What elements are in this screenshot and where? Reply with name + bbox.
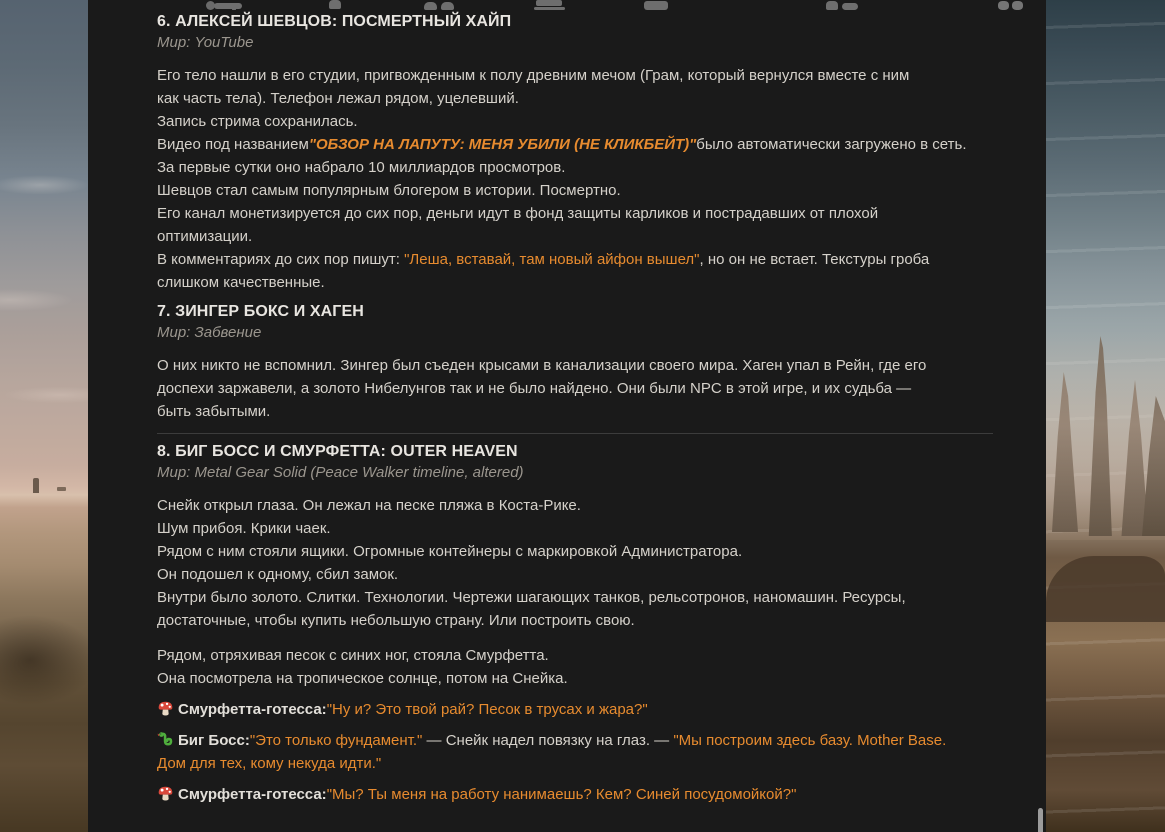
text-line: В комментариях до сих пор пишут: [157, 251, 405, 268]
text-line: было автоматически загружено в сеть. [696, 136, 967, 153]
content-panel[interactable] [88, 0, 1046, 832]
horizon-tower-silhouette [33, 478, 39, 493]
text-line: Видео под названием [157, 136, 309, 153]
text-line: Его тело нашли в его студии, пригвожденным к полу древним мечом (Грам, который вернулся вместе с ним [157, 67, 910, 84]
grass-shadow [0, 600, 88, 710]
dialogue-line-2 [157, 729, 993, 775]
section-divider [157, 433, 993, 434]
section-7-title: 7. ЗИНГЕР БОКС И ХАГЕН [157, 303, 364, 320]
story-document [88, 0, 993, 806]
text-line: доспехи заржавели, а золото Нибелунгов так и не было найдено. Они были NPC в этой игре, и их судьба — [157, 380, 912, 397]
dialogue-quote: "Ну и? Это твой рай? Песок в трусах и жара?" [326, 701, 648, 718]
text-line: быть забытыми. [157, 403, 271, 420]
text-line: Запись стрима сохранилась. [157, 113, 358, 130]
text-line: Его канал монетизируется до сих пор, деньги идут в фонд защиты карликов и пострадавших от плохой [157, 205, 879, 222]
dialogue-line-1 [157, 698, 993, 721]
mushroom-icon [157, 700, 174, 717]
speaker-name: Биг Босс: [178, 732, 250, 749]
text-line: Внутри было золото. Слитки. Технологии. Чертежи шагающих танков, рельсотронов, наномашин. Ресурсы, [157, 589, 906, 606]
dialogue-quote: "Мы? Ты меня на работу нанимаешь? Кем? Синей посудомойкой?" [326, 786, 797, 803]
section-6-world: Мир: YouTube [157, 34, 254, 51]
text-line: слишком качественные. [157, 274, 325, 291]
background-landscape-left [0, 0, 88, 832]
dialogue-quote: Дом для тех, кому некуда идти." [157, 755, 382, 772]
video-title-highlight: "ОБЗОР НА ЛАПУТУ: МЕНЯ УБИЛИ (НЕ КЛИКБЕЙТ)" [308, 136, 697, 153]
text-line: О них никто не вспомнил. Зингер был съеден крысами в канализации своего мира. Хаген упал в Рейн, где его [157, 357, 927, 374]
horizon-haze [1046, 330, 1165, 540]
dialogue-quote: "Мы построим здесь базу. Mother Base. [673, 732, 947, 749]
dialogue-narration: — Снейк надел повязку на глаз. — [422, 732, 674, 749]
text-line: достаточные, чтобы купить небольшую страну. Или построить свою. [157, 612, 635, 629]
dialogue-line-3 [157, 783, 993, 806]
text-line: Рядом, отряхивая песок с синих ног, стояла Смурфетта. [157, 647, 549, 664]
section-8-title: 8. БИГ БОСС И СМУРФЕТТА: OUTER HEAVEN [157, 443, 518, 460]
background-landscape-right [1046, 0, 1165, 832]
text-line: Он подошел к одному, сбил замок. [157, 566, 399, 583]
horizon-silhouette [57, 487, 66, 491]
dialogue-quote: "Это только фундамент." [249, 732, 423, 749]
section-7-paragraph [157, 354, 993, 423]
text-line: Снейк открыл глаза. Он лежал на песке пляжа в Коста-Рике. [157, 497, 581, 514]
mushroom-icon [157, 785, 174, 802]
comment-quote-highlight: "Леша, вставай, там новый айфон вышел" [404, 251, 700, 268]
section-8-world: Мир: Metal Gear Solid (Peace Walker timeline, altered) [157, 464, 524, 481]
vertical-scrollbar-thumb[interactable] [1038, 808, 1043, 832]
section-8-paragraph-1 [157, 494, 993, 632]
text-line: Рядом с ним стояли ящики. Огромные контейнеры с маркировкой Администратора. [157, 543, 743, 560]
section-6-title: 6. АЛЕКСЕЙ ШЕВЦОВ: ПОСМЕРТНЫЙ ХАЙП [157, 13, 512, 30]
text-line: Шум прибоя. Крики чаек. [157, 520, 331, 537]
snake-icon [157, 731, 174, 748]
text-line: оптимизации. [157, 228, 253, 245]
text-line: как часть тела). Телефон лежал рядом, уцелевший. [157, 90, 519, 107]
text-line: За первые сутки оно набрало 10 миллиардов просмотров. [157, 159, 566, 176]
text-line: , но он не встает. Текстуры гроба [699, 251, 930, 268]
section-8-paragraph-2 [157, 644, 993, 690]
text-line: Шевцов стал самым популярным блогером в истории. Посмертно. [157, 182, 621, 199]
text-line: Она посмотрела на тропическое солнце, потом на Снейка. [157, 670, 568, 687]
terrain-mound [1046, 556, 1165, 622]
section-6-paragraph [157, 64, 993, 294]
speaker-name: Смурфетта-готесса: [178, 701, 327, 718]
speaker-name: Смурфетта-готесса: [178, 786, 327, 803]
section-7-world: Мир: Забвение [157, 324, 262, 341]
